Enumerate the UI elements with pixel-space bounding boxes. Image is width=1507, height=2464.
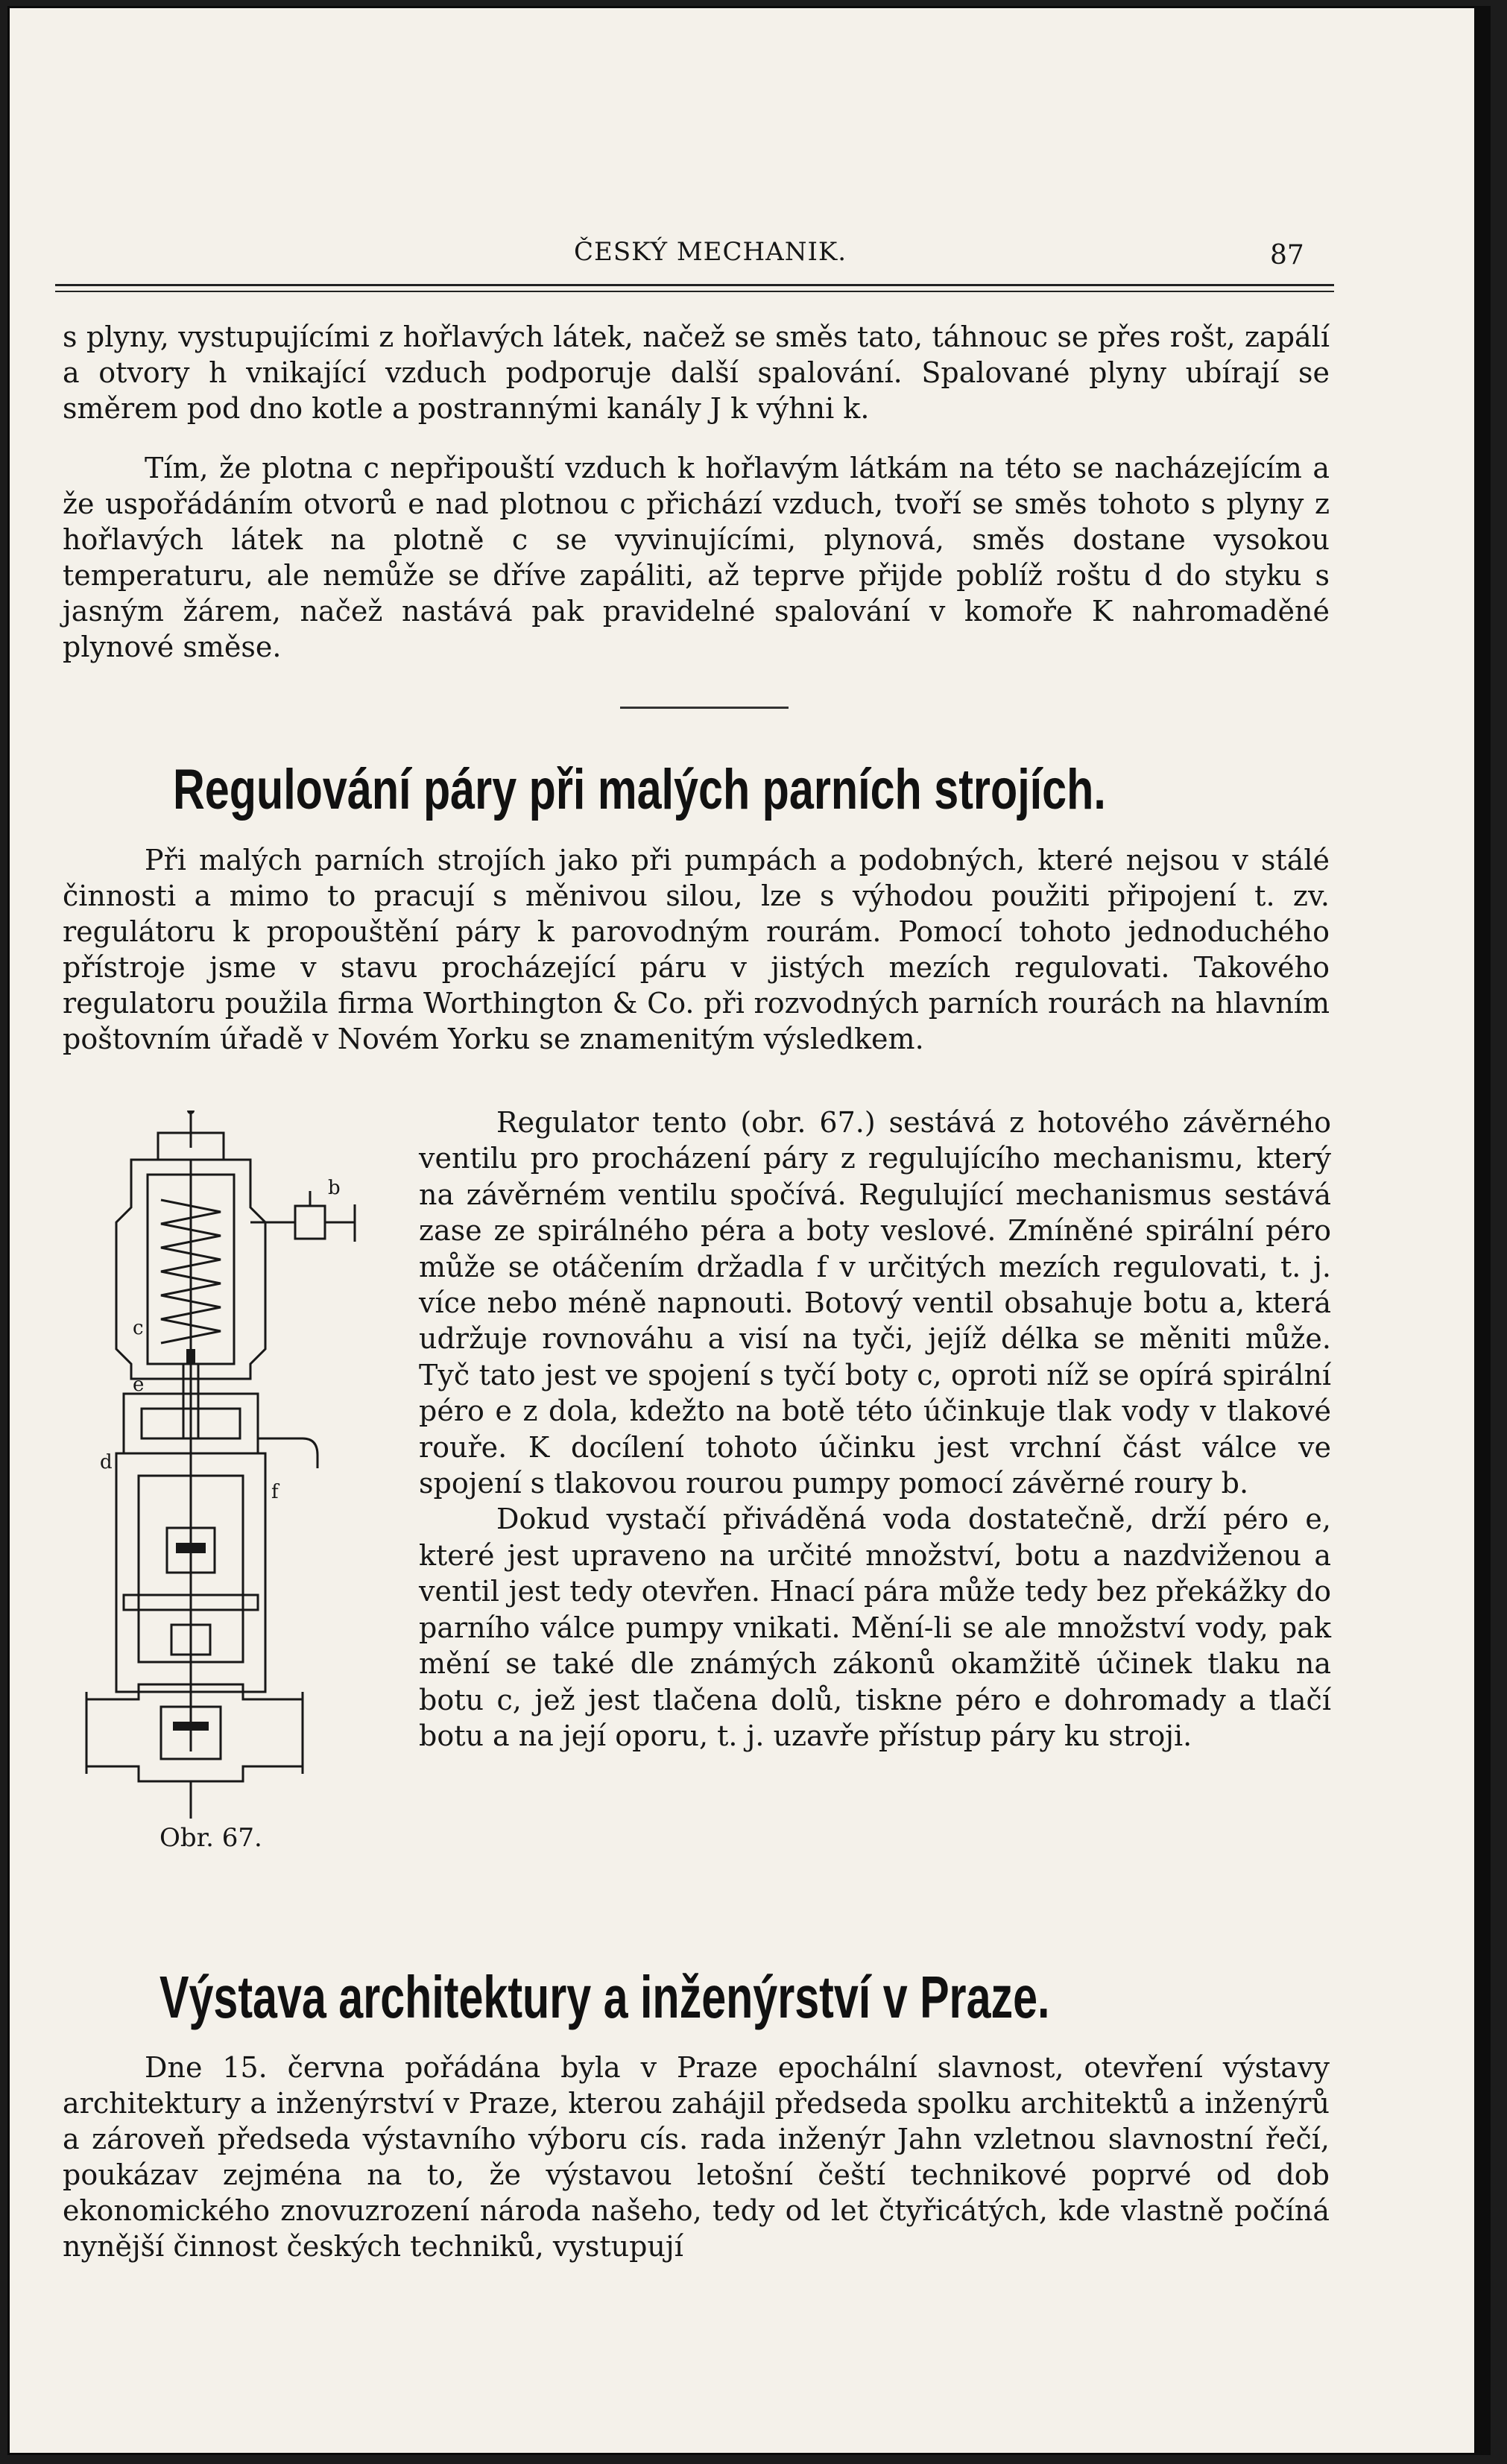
section-heading-vystava: Výstava architektury a inženýrství v Praze. xyxy=(159,1964,1050,2030)
label-f: f xyxy=(271,1481,279,1503)
paragraph-2: Tím, že plotna c nepřipouští vzduch k hořlavým látkám na této se nacházejícím a že uspořádáním otvorů e nad plotnou c přichází vzduch, tvoří se směs tohoto s plyny z hořlavých látek na plotně c se vyvinujícími, plynová, směs dostane vysokou temperaturu, ale nemůže se dříve zapáliti, až teprve přijde poblíž roštu d do styku s jasným žárem, načež nastává pak pravidelné spalování v komoře K nahromaděné plynové směse. xyxy=(63,452,1330,663)
label-c: c xyxy=(133,1317,144,1339)
paragraph-1: s plyny, vystupujícími z hořlavých látek, načež se směs tato, táhnouc se přes rošt, zapálí a otvory h vnikající vzduch podporuje další spalování. Spalované plyny ubírají se směrem pod dno kotle a postrannými kanály J k výhni k. xyxy=(63,320,1330,425)
paragraph-regulator-intro: Při malých parních strojích jako při pumpách a podobných, které nejsou v stálé činnosti a mimo to pracují s měnivou silou, lze s výhodou použiti připojení t. zv. regulátoru k propouštění páry k parovodným rourám. Pomocí tohoto jednoduchého přístroje jsme v stavu procházející páru v jistých mezích regulovati. Takového regulatoru použila firma Worthington & Co. při rozvodných parních rourách na hlavním poštovním úřadě v Novém Yorku se znamenitým výsledkem. xyxy=(63,844,1330,1055)
regulator-description xyxy=(419,1105,1331,1754)
section-heading-regulovani: Regulování páry při malých parních strojích. xyxy=(173,758,1106,821)
running-title: ČESKÝ MECHANIK. xyxy=(574,237,847,267)
section-separator xyxy=(620,707,789,709)
figure-caption: Obr. 67. xyxy=(159,1823,262,1853)
page-number: 87 xyxy=(1270,240,1304,271)
header-rule xyxy=(55,284,1334,286)
label-e: e xyxy=(133,1374,145,1396)
column-paragraph-1: Regulator tento (obr. 67.) sestává z hotového závěrného ventilu pro procházení páry z regulujícího mechanismu, který na závěrném ventilu spočívá. Regulující mechanismus sestává zase ze spirálného péra a boty veslové. Zmíněné spirální péro může se otáčením držadla f v určitých mezích regulovati, t. j. více nebo méně napnouti. Botový ventil obsahuje botu a, která udržuje rovnováhu a visí na tyči, jejíž délka se měniti může. Tyč tato jest ve spojení s tyčí boty c, oproti níž se opírá spirální péro e z dola, kdežto na botě této účinkuje tlak vody v tlakové rouře. K docílení tohoto účinku jest vrchní část válce ve spojení s tlakovou rourou pumpy pomocí závěrné roury b. xyxy=(419,1106,1331,1500)
column-paragraph-2: Dokud vystačí přiváděná voda dostatečně, drží péro e, které jest upraveno na určité množství, botu a nazdviženou a ventil jest tedy otevřen. Hnací pára může tedy bez překážky do parního válce pumpy vnikati. Mění-li se ale množství vody, pak mění se také dle známých zákonů okamžitě účinek tlaku na botu c, jež jest tlačena dolů, tiskne péro e dohromady a tlačí botu a na její oporu, t. j. uzavře přístup páry ku stroji. xyxy=(419,1503,1331,1752)
label-b: b xyxy=(328,1177,341,1199)
scanned-page xyxy=(7,6,1491,2455)
label-d: d xyxy=(100,1451,113,1473)
figure-regulator xyxy=(79,1111,392,1826)
header-rule-thin xyxy=(55,291,1334,292)
paragraph-vystava: Dne 15. června pořádána byla v Praze epochální slavnost, otevření výstavy architektury a inženýrství v Praze, kterou zahájil předseda spolku architektů a inženýrů a zároveň předseda výstavního výboru cís. rada inženýr Jahn vzletnou slavnostní řečí, poukázav zejména na to, že výstavou letošní čeští technikové poprvé od dob ekonomického znovuzrození národa našeho, tedy od let čtyřicátých, kde vlastně počíná nynější činnost českých techniků, vystupují xyxy=(63,2051,1330,2263)
regulator-drawing xyxy=(79,1111,392,1826)
